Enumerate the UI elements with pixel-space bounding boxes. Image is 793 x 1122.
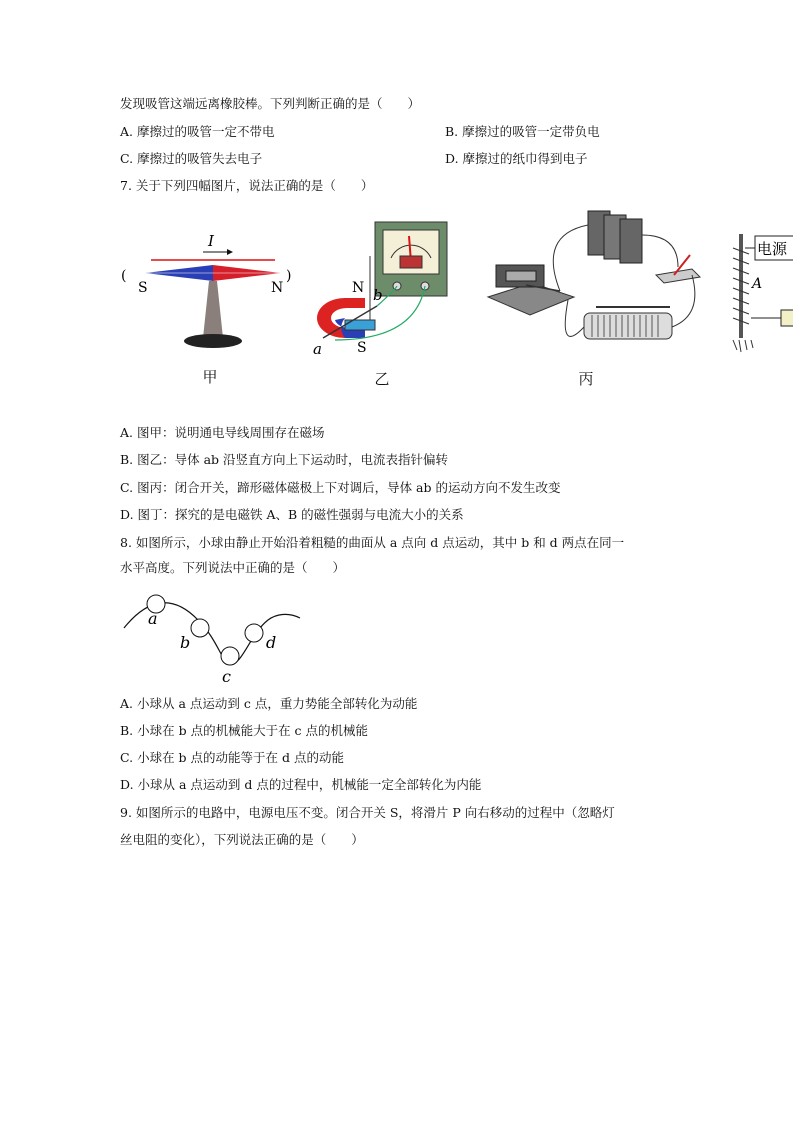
q7-option-a: A. 图甲：说明通电导线周围存在磁场	[120, 425, 325, 440]
power-label: 电源	[757, 240, 788, 258]
caption-jia: 甲	[202, 368, 218, 386]
label-n: N	[271, 280, 284, 296]
label-b: b	[373, 286, 383, 304]
label-a: a	[313, 340, 322, 358]
label-b: b	[180, 633, 191, 652]
q6-option-d: D. 摩擦过的纸巾得到电子	[445, 151, 588, 166]
q7-option-d: D. 图丁：探究的是电磁铁 A、B 的磁性强弱与电流大小的关系	[120, 507, 464, 522]
q9-stem-line1: 9. 如图所示的电路中，电源电压不变。闭合开关 S，将滑片 P 向右移动的过程中（忽略灯	[120, 805, 615, 820]
q7-option-c: C. 图丙：闭合开关，蹄形磁体磁极上下对调后，导体 ab 的运动方向不发生改变	[120, 480, 561, 495]
compass-base	[184, 334, 242, 348]
caption-yi: 乙	[374, 370, 390, 388]
q8-option-a: A. 小球从 a 点运动到 c 点，重力势能全部转化为动能	[120, 696, 418, 711]
q7-option-b: B. 图乙：导体 ab 沿竖直方向上下运动时，电流表指针偏转	[120, 452, 449, 467]
fig-ding	[725, 228, 793, 356]
label-s: S	[138, 280, 148, 296]
q7-stem: 7. 关于下列四幅图片，说法正确的是（ ）	[120, 178, 374, 193]
label-s: S	[357, 340, 367, 356]
q8-option-b: B. 小球在 b 点的机械能大于在 c 点的机械能	[120, 723, 369, 738]
q8-option-d: D. 小球从 a 点运动到 d 点的过程中，机械能一定全部转化为内能	[120, 777, 482, 792]
label-A: A	[752, 276, 763, 292]
label-c: c	[222, 667, 231, 686]
fig-curve	[118, 588, 308, 688]
base-plate	[488, 283, 574, 315]
svg-text:): )	[286, 268, 292, 284]
fig-yi	[305, 220, 455, 360]
ball-b	[191, 619, 209, 637]
q6-stem-tail: 发现吸管这端远离橡胶棒。下列判断正确的是（ ）	[120, 96, 421, 111]
label-d: d	[266, 633, 277, 652]
fig-bing	[478, 205, 713, 365]
label-a: a	[148, 609, 158, 628]
q6-option-a: A. 摩擦过的吸管一定不带电	[120, 124, 275, 139]
q9-stem-line2: 丝电阻的变化），下列说法正确的是（ ）	[120, 832, 364, 847]
q8-stem-line2: 水平高度。下列说法中正确的是（ ）	[120, 560, 346, 575]
ball-c	[221, 647, 239, 665]
q6-option-b: B. 摩擦过的吸管一定带负电	[445, 124, 600, 139]
ball-d	[245, 624, 263, 642]
svg-text:(: (	[121, 268, 127, 284]
current-label: I	[208, 232, 214, 250]
q6-option-c: C. 摩擦过的吸管失去电子	[120, 151, 263, 166]
compass-stand	[203, 281, 223, 338]
fig-jia	[115, 228, 295, 356]
label-n: N	[352, 280, 365, 296]
caption-bing: 丙	[578, 370, 594, 388]
battery-3	[620, 219, 642, 263]
q8-option-c: C. 小球在 b 点的动能等于在 d 点的动能	[120, 750, 344, 765]
q8-stem-line1: 8. 如图所示，小球由静止开始沿着粗糙的曲面从 a 点向 d 点运动，其中 b 和 d 两点在同一	[120, 535, 625, 550]
